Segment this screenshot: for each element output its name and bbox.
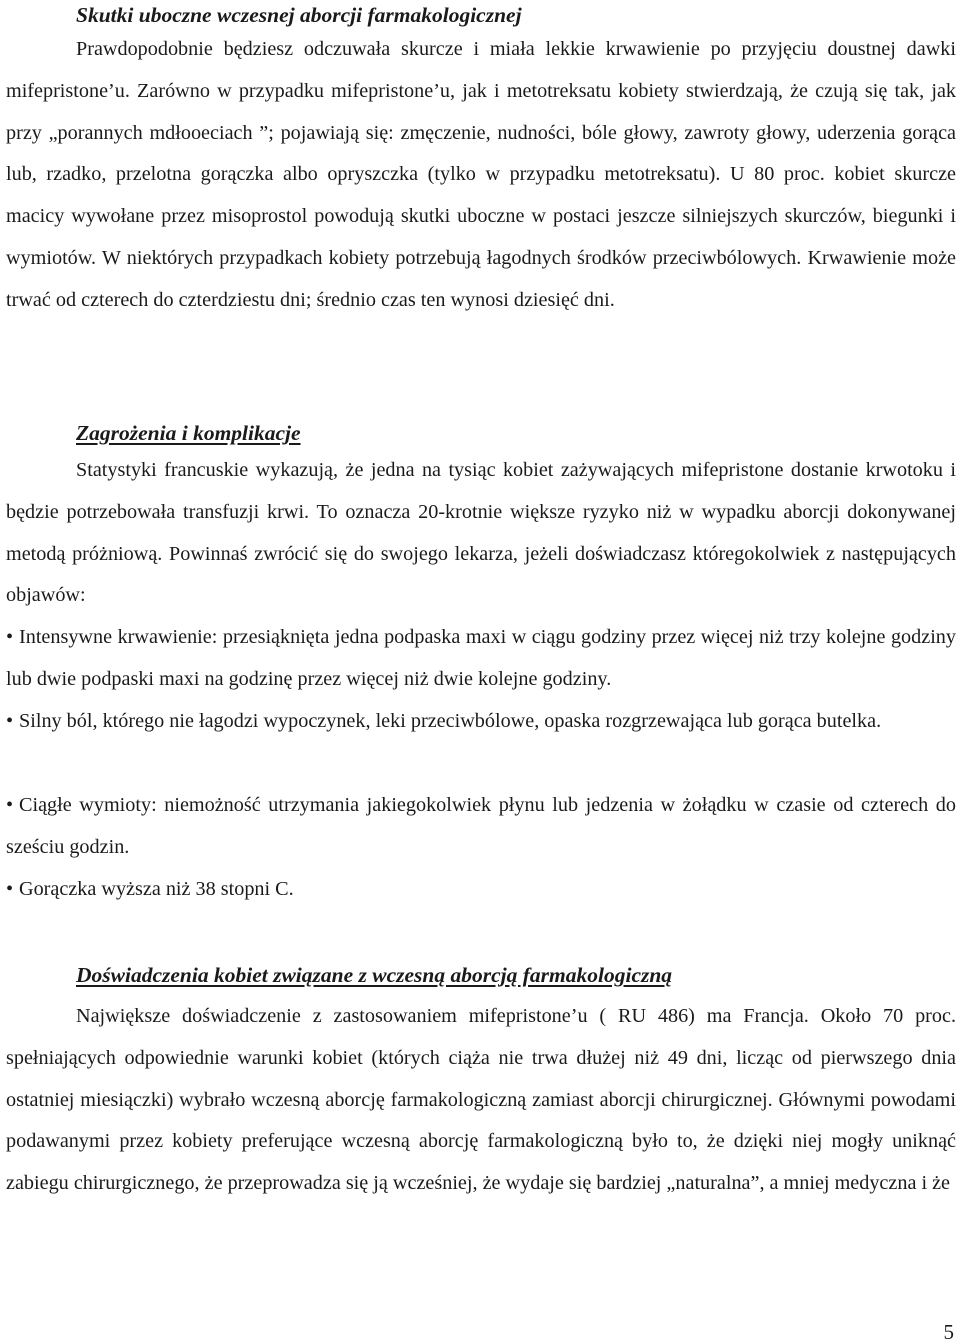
bullet-item-heavy-bleeding (6, 617, 956, 701)
section-heading-experiences: Doświadczenia kobiet związane z wczesną aborcją farmakologiczną (76, 963, 673, 987)
bullet-icon: • (6, 710, 14, 732)
section-heading-side-effects: Skutki uboczne wczesnej aborcji farmakologicznej (76, 3, 522, 27)
bullet-text: Silny ból, którego nie łagodzi wypoczynek, leki przeciwbólowe, opaska rozgrzewająca lub gorąca butelka. (19, 710, 882, 732)
page-number: 5 (943, 1320, 954, 1344)
bullet-item-vomiting (6, 785, 956, 869)
bullet-text: Intensywne krwawienie: przesiąknięta jedna podpaska maxi w ciągu godziny przez więcej niż trzy kolejne godziny lub dwie podpaski maxi na godzinę przez więcej niż dwie kolejne godziny. (6, 626, 956, 690)
paragraph-side-effects: Prawdopodobnie będziesz odczuwała skurcze i miała lekkie krwawienie po przyjęciu doustnej dawki mifepristone’u. Zarówno w przypadku mifepristone’u, jak i metotreksatu kobiety stwierdzają, że czują się tak, jak przy „porannych mdłooeciach ”; pojawiają się: zmęczenie, nudności, bóle głowy, zawroty głowy, uderzenia gorąca lub, rzadko, przelotna gorączka albo opryszczka (tylko w przypadku metotreksatu). U 80 proc. kobiet skurcze macicy wywołane przez misoprostol powodują skutki uboczne w postaci jeszcze silniejszych skurczów, biegunki i wymiotów. W niektórych przypadkach kobiety potrzebują łagodnych środków przeciwbólowych. Krwawienie może trwać od czterech do czterdziestu dni; średnio czas ten wynosi dziesięć dni. (6, 38, 956, 311)
bullet-icon: • (6, 878, 14, 900)
bullet-item-fever (6, 869, 956, 911)
bullet-icon: • (6, 626, 14, 648)
section-heading-risks: Zagrożenia i komplikacje (76, 421, 301, 445)
paragraph-risks: Statystyki francuskie wykazują, że jedna na tysiąc kobiet zażywających mifepristone dostanie krwotoku i będzie potrzebowała transfuzji krwi. To oznacza 20-krotnie większe ryzyko niż w wypadku aborcji dokonywanej metodą próżniową. Powinnaś zwrócić się do swojego lekarza, jeżeli doświadczasz któregokolwiek z następujących objawów: (6, 459, 956, 607)
bullet-text: Ciągłe wymioty: niemożność utrzymania jakiegokolwiek płynu lub jedzenia w żołądku w czasie od czterech do sześciu godzin. (6, 794, 956, 858)
paragraph-experiences: Największe doświadczenie z zastosowaniem mifepristone’u ( RU 486) ma Francja. Około 70 proc. spełniających odpowiednie warunki kobiet (których ciąża nie trwa dłużej niż 49 dni, licząc od pierwszego dnia ostatniej miesiączki) wybrało wczesną aborcję farmakologiczną zamiast aborcji chirurgicznej. Głównymi powodami podawanymi przez kobiety preferujące wczesną aborcję farmakologiczną było to, że dzięki niej mogły uniknąć zabiegu chirurgicznego, że przeprowadza się ją wcześniej, że wydaje się bardziej „naturalna”, a mniej medyczna i że (6, 1005, 956, 1195)
bullet-icon: • (6, 794, 14, 816)
bullet-text: Gorączka wyższa niż 38 stopni C. (19, 878, 294, 900)
bullet-item-severe-pain (6, 701, 956, 743)
